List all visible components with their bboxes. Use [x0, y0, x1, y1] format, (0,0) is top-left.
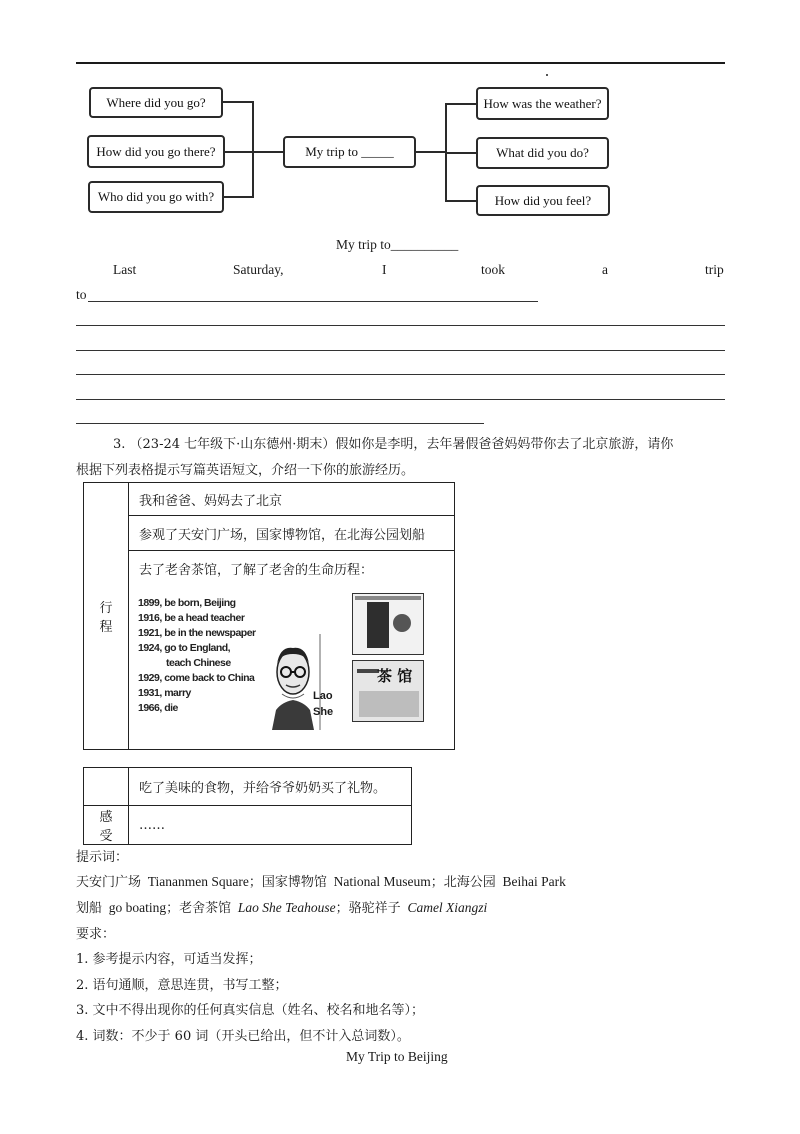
writing-line: [76, 399, 725, 400]
connector: [416, 151, 446, 153]
requirement-item: 2. 语句通顺，意思连贯，书写工整；: [76, 978, 288, 993]
empty-label-cell: [84, 768, 129, 806]
feeling-row: ……: [129, 806, 412, 845]
essay-word: I: [382, 262, 387, 277]
connector: [252, 151, 283, 153]
hint-line-1: [76, 871, 566, 890]
timeline-item: 1929, come back to China: [138, 672, 255, 684]
itinerary-row-3-text: 去了老舍茶馆，了解了老舍的生命历程：: [139, 563, 374, 578]
hint-en: Tiananmen Square: [147, 874, 249, 889]
connector: [445, 152, 476, 154]
top-rule: [76, 62, 725, 64]
essay-word: Last: [113, 262, 137, 277]
question3-intro-line1: 3. （23-24 七年级下·山东德州·期末）假如你是李明，去年暑假爸爸妈妈带你去了北京旅游，请你: [113, 437, 674, 452]
book-spine: [367, 602, 389, 648]
writing-line: [76, 325, 725, 326]
writing-line: [76, 423, 484, 424]
diagram-center-box: My trip to _____: [283, 136, 416, 168]
food-feeling-table: [83, 767, 412, 845]
itinerary-label: 行程: [84, 483, 129, 750]
connector: [223, 101, 253, 103]
diagram-box-weather: How was the weather?: [476, 87, 609, 120]
hint-en: Lao She Teahouse: [237, 900, 336, 915]
book-photo-top: [352, 593, 424, 655]
essay-word: took: [481, 262, 506, 277]
book-photo-bottom: [352, 660, 424, 722]
timeline-item: teach Chinese: [166, 657, 231, 669]
timeline-item: 1899, be born, Beijing: [138, 597, 236, 609]
book-band: [355, 596, 421, 600]
hint-cn: ；北海公园: [430, 875, 496, 890]
hint-cn: 划船: [76, 901, 103, 916]
hint-cn: ；骆驼祥子: [335, 901, 401, 916]
itinerary-row-1: 我和爸爸、妈妈去了北京: [129, 483, 455, 516]
connector: [252, 101, 254, 198]
hint-en: Camel Xiangzi: [407, 900, 488, 915]
connector: [225, 151, 253, 153]
hint-cn: ；老舍茶馆: [166, 901, 232, 916]
connector: [445, 103, 476, 105]
hint-en: National Museum: [333, 874, 431, 889]
diagram-box-who: Who did you go with?: [88, 181, 224, 213]
timeline-item: 1924, go to England,: [138, 642, 231, 654]
essay-word: a: [602, 262, 608, 277]
hint-cn: 天安门广场: [76, 875, 142, 890]
essay-line2-start: to: [76, 287, 87, 302]
requirement-item: 1. 参考提示内容，可适当发挥；: [76, 952, 262, 967]
diagram-box-how-go: How did you go there?: [87, 135, 225, 168]
itinerary-row-2: 参观了天安门广场，国家博物馆，在北海公园划船: [129, 516, 455, 551]
timeline-item: 1916, be a head teacher: [138, 612, 245, 624]
connector: [445, 200, 476, 202]
lao-she-timeline: [138, 596, 256, 716]
book-mark: [357, 669, 379, 673]
hint-en: go boating: [108, 900, 167, 915]
question3-intro-line2: 根据下列表格提示写篇英语短文，介绍一下你的旅游经历。: [76, 463, 415, 478]
hint-en: Beihai Park: [502, 874, 566, 889]
writing-line: [76, 374, 725, 375]
connector: [224, 196, 253, 198]
portrait-caption-line: She: [313, 706, 334, 718]
speck: [546, 74, 548, 76]
hint-line-2: [76, 897, 487, 916]
timeline-item: 1931, marry: [138, 687, 191, 699]
book-picture: [359, 691, 419, 717]
portrait-caption-line: Lao: [313, 690, 333, 702]
feeling-label: 感受: [84, 806, 129, 845]
hint-label: 提示词：: [76, 850, 129, 865]
timeline-item: 1921, be in the newspaper: [138, 627, 256, 639]
book-title: 茶 馆: [377, 667, 413, 685]
writing-line: [76, 350, 725, 351]
essay-word: trip: [705, 262, 724, 277]
requirement-item: 3. 文中不得出现你的任何真实信息（姓名、校名和地名等）；: [76, 1003, 425, 1018]
requirement-item: 4. 词数：不少于 60 词（开头已给出，但不计入总词数）。: [76, 1029, 410, 1044]
portrait-caption: [313, 688, 333, 720]
food-row: 吃了美味的食物，并给爷爷奶奶买了礼物。: [129, 768, 412, 806]
hint-cn: ；国家博物馆: [248, 875, 327, 890]
diagram-box-where: Where did you go?: [89, 87, 223, 118]
timeline-item: 1966, die: [138, 702, 178, 714]
essay-title: My trip to__________: [336, 237, 459, 252]
diagram-box-what-do: What did you do?: [476, 137, 609, 169]
essay2-title: My Trip to Beijing: [346, 1049, 448, 1064]
requirements-label: 要求：: [76, 927, 116, 942]
essay-word: Saturday,: [233, 262, 284, 277]
book-emblem: [393, 614, 411, 632]
diagram-box-feel: How did you feel?: [476, 185, 610, 216]
writing-line: [88, 301, 538, 302]
